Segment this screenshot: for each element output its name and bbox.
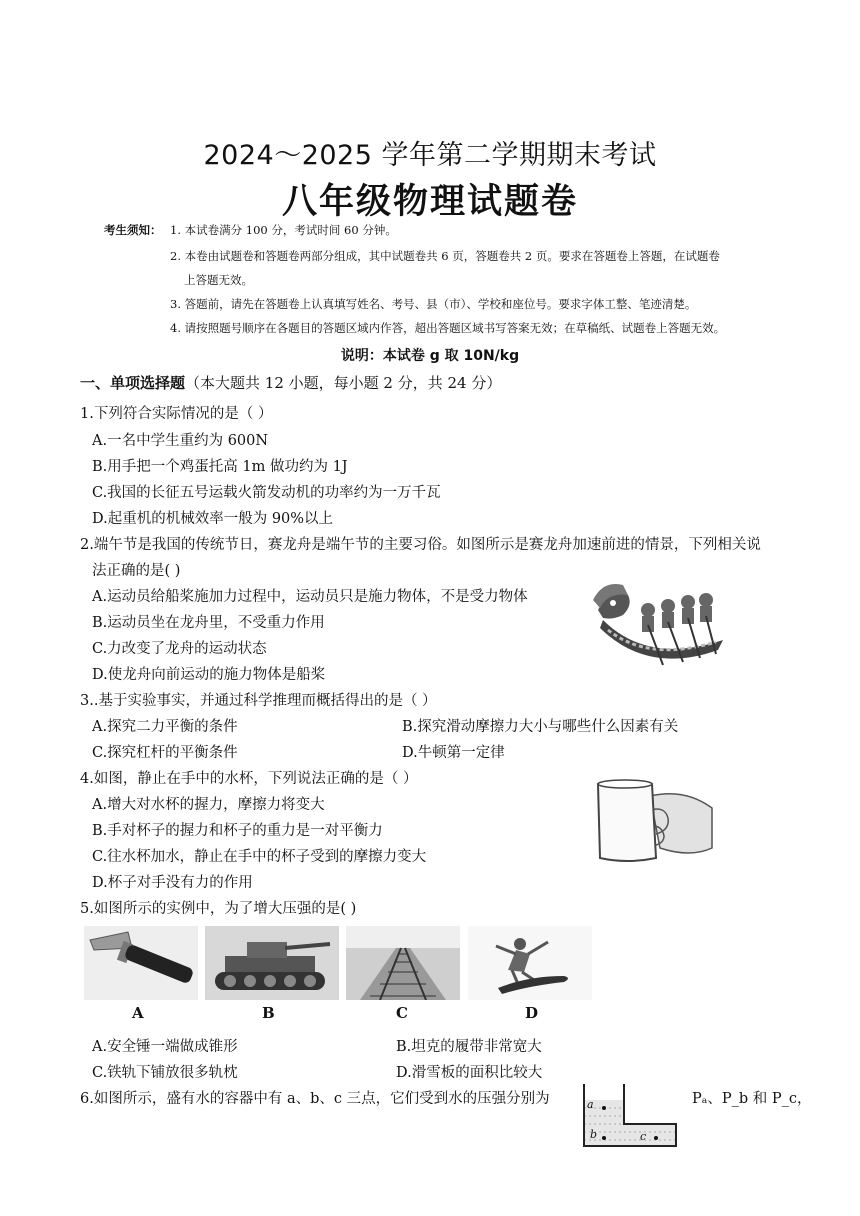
q3-option-b: B.探究滑动摩擦力大小与哪些什么因素有关 xyxy=(402,719,679,735)
q4-option-d: D.杯子对手没有力的作用 xyxy=(92,875,253,891)
q4-stem: 4.如图，静止在手中的水杯，下列说法正确的是（ ） xyxy=(80,771,418,787)
q1-option-c: C.我国的长征五号运载火箭发动机的功率约为一万千瓦 xyxy=(92,485,441,501)
q2-stem: 2.端午节是我国的传统节日，赛龙舟是端午节的主要习俗。如图所示是赛龙舟加速前进的情景，下列相关说 xyxy=(80,537,761,553)
q5-option-b: B.坦克的履带非常宽大 xyxy=(396,1039,542,1055)
notice-item-4: 4. 请按照题号顺序在各题目的答题区域内作答，超出答题区域书写答案无效；在草稿纸、试题卷上答题无效。 xyxy=(170,321,726,335)
notice-item-3: 3. 答题前，请先在答题卷上认真填写姓名、考号、县（市）、学校和座位号。要求字体工整、笔迹清楚。 xyxy=(170,297,697,311)
q4-option-a: A.增大对水杯的握力，摩擦力将变大 xyxy=(92,797,325,813)
exam-title-line1: 2024～2025 学年第二学期期末考试 xyxy=(203,140,657,171)
q3-option-d: D.牛顿第一定律 xyxy=(402,745,505,761)
q1-option-a: A.一名中学生重约为 600N xyxy=(92,433,269,449)
q5-stem: 5.如图所示的实例中，为了增大压强的是( ) xyxy=(80,901,357,917)
dragon-boat-image xyxy=(588,570,734,676)
q5-caption-a: A xyxy=(132,1004,144,1022)
q1-stem: 1.下列符合实际情况的是（ ） xyxy=(80,406,273,422)
q1-option-b: B.用手把一个鸡蛋托高 1m 做功约为 1J xyxy=(92,459,348,475)
q2-stem-cont: 法正确的是( ) xyxy=(92,563,181,579)
q4-option-c: C.往水杯加水，静止在手中的杯子受到的摩擦力变大 xyxy=(92,849,427,865)
q5-option-a: A.安全锤一端做成锥形 xyxy=(92,1039,238,1055)
cup-in-hand-image xyxy=(590,778,716,864)
q3-option-a: A.探究二力平衡的条件 xyxy=(92,719,238,735)
q6-stem-tail: Pₐ、P_b 和 P_c， xyxy=(692,1091,812,1107)
q3-option-c: C.探究杠杆的平衡条件 xyxy=(92,745,238,761)
section-heading-title: 一、单项选择题 xyxy=(80,374,186,392)
railway-track-image xyxy=(346,926,460,1000)
exam-title-line2: 八年级物理试题卷 xyxy=(281,182,578,222)
tank-image xyxy=(205,926,339,1000)
q1-option-d: D.起重机的机械效率一般为 90%以上 xyxy=(92,511,334,527)
q6-stem: 6.如图所示，盛有水的容器中有 a、b、c 三点，它们受到水的压强分别为 xyxy=(80,1091,550,1107)
water-container-diagram xyxy=(580,1082,684,1152)
point-a-label: a xyxy=(587,1098,594,1111)
notice-item-1: 1. 本试卷满分 100 分，考试时间 60 分钟。 xyxy=(170,223,397,237)
safety-hammer-image xyxy=(84,926,198,1000)
q5-caption-d: D xyxy=(525,1004,539,1022)
notice-item-2: 2. 本卷由试题卷和答题卷两部分组成，其中试题卷共 6 页，答题卷共 2 页。要求在答题卷上答题，在试题卷 xyxy=(170,249,720,263)
snowboard-image xyxy=(468,926,592,1000)
explanation-line: 说明：本试卷 g 取 10N/kg xyxy=(340,348,520,364)
q3-stem: 3..基于实验事实，并通过科学推理而概括得出的是（ ） xyxy=(80,693,437,709)
notice-label: 考生须知： xyxy=(104,223,162,237)
q2-option-c: C.力改变了龙舟的运动状态 xyxy=(92,641,267,657)
section-heading xyxy=(80,372,501,393)
q2-option-b: B.运动员坐在龙舟里，不受重力作用 xyxy=(92,615,325,631)
q5-caption-c: C xyxy=(396,1004,408,1022)
q2-option-a: A.运动员给船桨施加力过程中，运动员只是施力物体，不是受力物体 xyxy=(92,589,528,605)
point-b-label: b xyxy=(590,1128,598,1141)
q4-option-b: B.手对杯子的握力和杯子的重力是一对平衡力 xyxy=(92,823,383,839)
q2-option-d: D.使龙舟向前运动的施力物体是船桨 xyxy=(92,667,326,683)
notice-item-2-cont: 上答题无效。 xyxy=(184,273,253,287)
q5-option-c: C.铁轨下铺放很多轨枕 xyxy=(92,1065,238,1081)
q5-option-d: D.滑雪板的面积比较大 xyxy=(396,1065,543,1081)
q5-caption-b: B xyxy=(262,1004,275,1022)
point-c-label: c xyxy=(640,1130,647,1143)
section-heading-detail: （本大题共 12 小题，每小题 2 分，共 24 分） xyxy=(185,374,502,392)
